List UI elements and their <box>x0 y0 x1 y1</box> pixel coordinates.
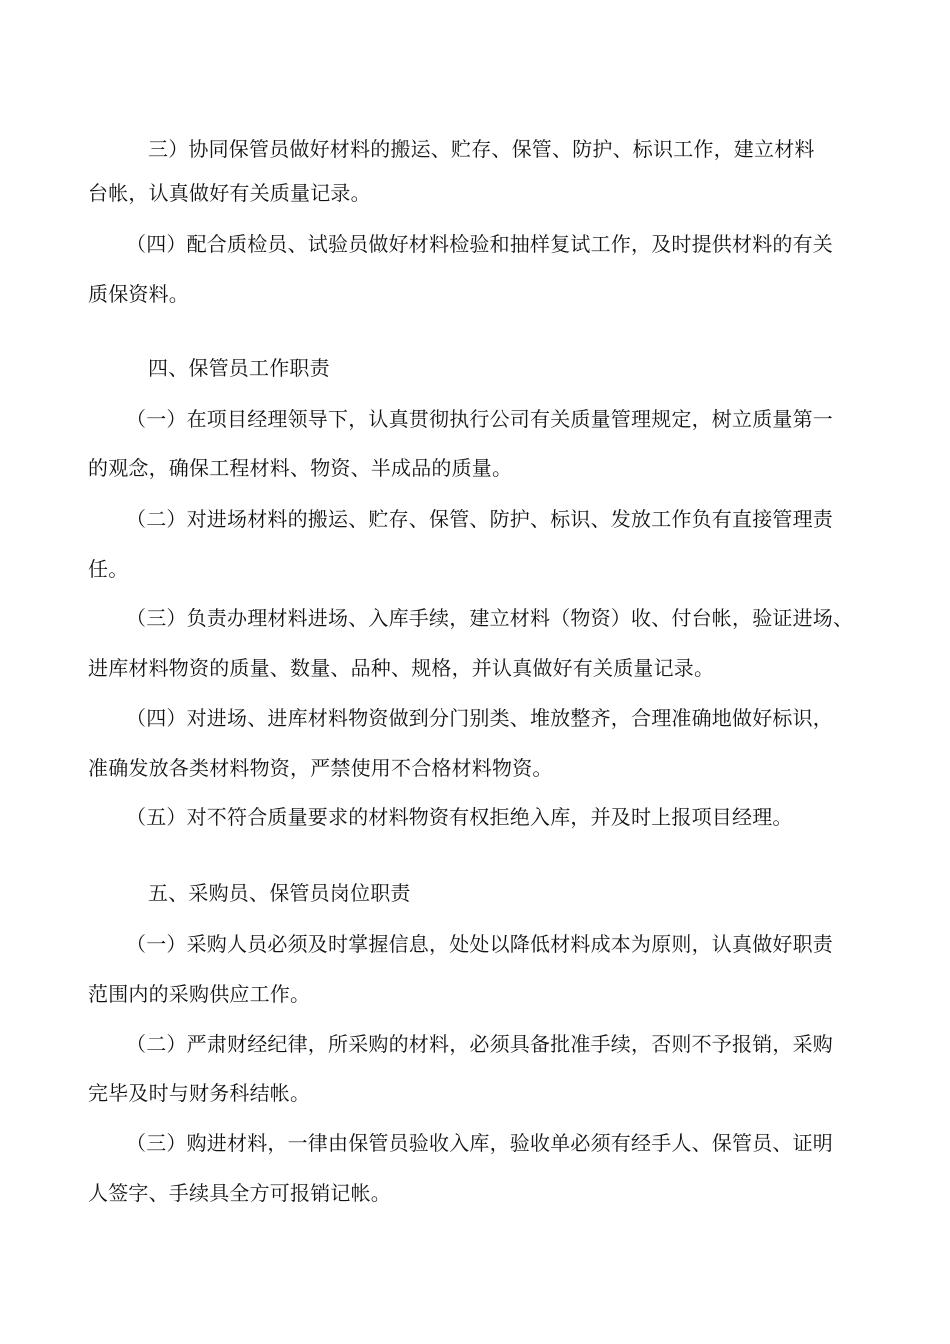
paragraph-line: （三）负责办理材料进场、入库手续，建立材料（物资）收、付台帐，验证进场、 <box>126 606 854 630</box>
paragraph-line: （三）购进材料，一律由保管员验收入库，验收单必须有经手人、保管员、证明 <box>126 1131 833 1155</box>
paragraph-line: 任。 <box>88 557 129 581</box>
section-heading: 五、采购员、保管员岗位职责 <box>148 881 411 905</box>
paragraph-line: 范围内的采购供应工作。 <box>88 982 311 1006</box>
paragraph-line: 完毕及时与财务科结帐。 <box>88 1081 311 1105</box>
paragraph-line: 准确发放各类材料物资，严禁使用不合格材料物资。 <box>88 756 553 780</box>
paragraph-line: （二）严肃财经纪律，所采购的材料，必须具备批准手续，否则不予报销，采购 <box>126 1032 833 1056</box>
paragraph-line: （四）对进场、进库材料物资做到分门别类、堆放整齐，合理准确地做好标识， <box>126 706 833 730</box>
paragraph-line: 进库材料物资的质量、数量、品种、规格，并认真做好有关质量记录。 <box>88 656 715 680</box>
paragraph-line: 的观念，确保工程材料、物资、半成品的质量。 <box>88 456 513 480</box>
paragraph-line: 三）协同保管员做好材料的搬运、贮存、保管、防护、标识工作，建立材料 <box>148 137 815 161</box>
section-heading: 四、保管员工作职责 <box>148 356 330 380</box>
paragraph-line: 台帐，认真做好有关质量记录。 <box>88 181 371 205</box>
paragraph-line: （四）配合质检员、试验员做好材料检验和抽样复试工作，及时提供材料的有关 <box>126 232 833 256</box>
paragraph-line: 质保资料。 <box>88 282 189 306</box>
paragraph-line: （五）对不符合质量要求的材料物资有权拒绝入库，并及时上报项目经理。 <box>126 805 793 829</box>
paragraph-line: （一）在项目经理领导下，认真贯彻执行公司有关质量管理规定，树立质量第一 <box>126 407 833 431</box>
paragraph-line: （一）采购人员必须及时掌握信息，处处以降低材料成本为原则，认真做好职责 <box>126 932 833 956</box>
paragraph-line: 人签字、手续具全方可报销记帐。 <box>88 1181 391 1205</box>
paragraph-line: （二）对进场材料的搬运、贮存、保管、防护、标识、发放工作负有直接管理责 <box>126 507 833 531</box>
